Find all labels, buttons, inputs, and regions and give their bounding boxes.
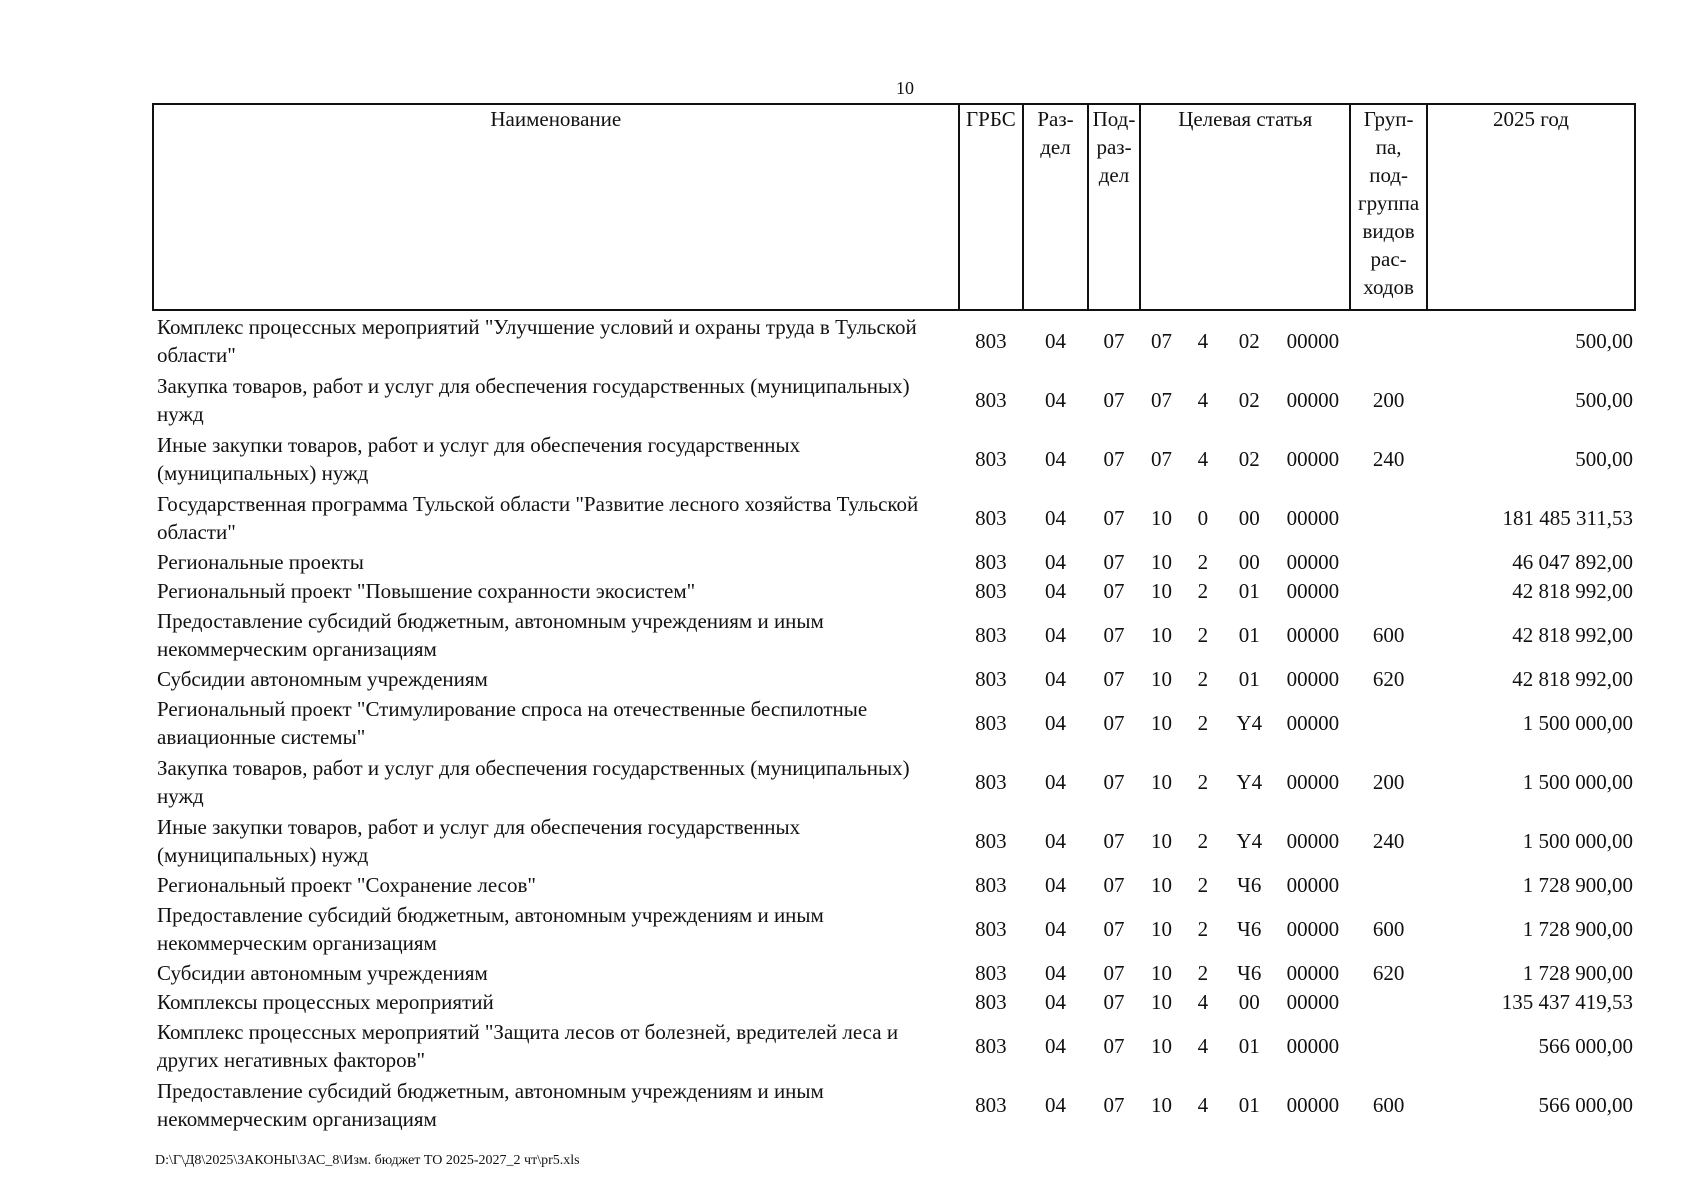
row-podrazdel: 07	[1103, 578, 1125, 603]
row-target-4: 00000	[1286, 328, 1340, 353]
row-target-1: 07	[1150, 446, 1172, 471]
row-sum: 1 728 900,00	[1522, 916, 1633, 941]
header-target: Целевая статья	[1140, 104, 1350, 310]
row-target-3: 02	[1238, 328, 1260, 353]
row-podrazdel: 07	[1103, 872, 1125, 897]
row-target-1: 10	[1150, 549, 1172, 574]
row-sum: 566 000,00	[1538, 1092, 1633, 1117]
footer-file-path: D:\Г\Д8\2025\ЗАКОНЫ\ЗАС_8\Изм. бюджет ТО 2025-2027_2 чт\pr5.xls	[155, 1153, 580, 1168]
row-podrazdel: 07	[1103, 387, 1125, 412]
row-target-1: 10	[1150, 872, 1172, 897]
table-row	[153, 547, 1635, 576]
row-podrazdel: 07	[1103, 989, 1125, 1014]
row-podrazdel: 07	[1103, 916, 1125, 941]
budget-table	[152, 103, 1636, 1134]
row-sum: 46 047 892,00	[1512, 549, 1633, 574]
row-target-2: 2	[1197, 769, 1209, 794]
row-target-3: 02	[1238, 446, 1260, 471]
row-sum: 181 485 311,53	[1502, 505, 1633, 530]
row-podrazdel: 07	[1103, 549, 1125, 574]
row-name: Субсидии автономным учреждениям	[157, 666, 488, 691]
row-podrazdel: 07	[1103, 446, 1125, 471]
row-target-4: 00000	[1286, 446, 1340, 471]
row-name: Региональный проект "Сохранение лесов"	[157, 872, 536, 897]
row-sum: 42 818 992,00	[1512, 622, 1633, 647]
table-row	[153, 310, 1635, 370]
row-target-1: 10	[1150, 710, 1172, 735]
row-group	[1350, 310, 1427, 370]
row-group	[1350, 488, 1427, 547]
row-grbs: 803	[975, 578, 1007, 603]
row-target-3: Ч6	[1237, 916, 1262, 941]
row-group	[1350, 1016, 1427, 1075]
row-razdel: 04	[1044, 328, 1066, 353]
row-target-4: 00000	[1286, 1092, 1340, 1117]
row-name: Комплексы процессных мероприятий	[157, 989, 494, 1014]
row-grbs: 803	[975, 549, 1007, 574]
row-name: Комплекс процессных мероприятий "Улучшение условий и охраны труда в Тульской области"	[157, 314, 917, 367]
row-name: Региональный проект "Стимулирование спроса на отечественные беспилотные авиационные системы"	[157, 696, 868, 749]
row-target-3: 01	[1238, 578, 1260, 603]
row-name: Закупка товаров, работ и услуг для обеспечения государственных (муниципальных) нужд	[157, 373, 910, 426]
row-name: Государственная программа Тульской области "Развитие лесного хозяйства Тульской области"	[157, 491, 919, 544]
row-target-2: 2	[1197, 828, 1209, 853]
row-razdel: 04	[1044, 622, 1066, 647]
row-target-4: 00000	[1286, 505, 1340, 530]
table-row	[153, 429, 1635, 488]
row-target-4: 00000	[1286, 872, 1340, 897]
row-target-2: 2	[1197, 622, 1209, 647]
header-year: 2025 год	[1427, 104, 1635, 310]
row-target-1: 10	[1150, 1033, 1172, 1058]
row-sum: 500,00	[1575, 446, 1633, 471]
row-target-2: 4	[1197, 989, 1209, 1014]
row-razdel: 04	[1044, 549, 1066, 574]
row-target-2: 0	[1197, 505, 1209, 530]
row-razdel: 04	[1044, 387, 1066, 412]
row-target-4: 00000	[1286, 666, 1340, 691]
row-razdel: 04	[1044, 1092, 1066, 1117]
row-razdel: 04	[1044, 989, 1066, 1014]
row-group: 200	[1372, 387, 1405, 412]
row-razdel: 04	[1044, 446, 1066, 471]
row-name: Региональные проекты	[157, 549, 364, 574]
table-header	[153, 104, 1635, 310]
row-target-3: 00	[1238, 989, 1260, 1014]
row-podrazdel: 07	[1103, 828, 1125, 853]
table-row	[153, 488, 1635, 547]
row-razdel: 04	[1044, 828, 1066, 853]
row-podrazdel: 07	[1103, 710, 1125, 735]
row-razdel: 04	[1044, 505, 1066, 530]
row-name: Региональный проект "Повышение сохранности экосистем"	[157, 578, 696, 603]
row-podrazdel: 07	[1103, 666, 1125, 691]
row-name: Предоставление субсидий бюджетным, автономным учреждениям и иным некоммерческим организациям	[157, 902, 824, 955]
row-grbs: 803	[975, 387, 1007, 412]
header-podrazdel: Под- раз- дел	[1088, 104, 1140, 310]
row-target-2: 2	[1197, 578, 1209, 603]
row-razdel: 04	[1044, 710, 1066, 735]
header-group: Груп- па, под- группа видов рас- ходов	[1350, 104, 1427, 310]
row-group: 240	[1372, 446, 1405, 471]
row-target-3: Y4	[1236, 710, 1263, 735]
row-target-2: 2	[1197, 960, 1209, 985]
row-target-4: 00000	[1286, 387, 1340, 412]
row-podrazdel: 07	[1103, 1033, 1125, 1058]
row-podrazdel: 07	[1103, 1092, 1125, 1117]
row-target-1: 07	[1150, 387, 1172, 412]
row-target-3: 02	[1238, 387, 1260, 412]
row-target-2: 4	[1197, 387, 1209, 412]
row-group: 600	[1372, 622, 1405, 647]
row-sum: 42 818 992,00	[1512, 578, 1633, 603]
table-row	[153, 370, 1635, 429]
row-group: 620	[1372, 960, 1405, 985]
row-group	[1350, 693, 1427, 752]
row-target-2: 2	[1197, 549, 1209, 574]
row-sum: 566 000,00	[1538, 1033, 1633, 1058]
row-grbs: 803	[975, 916, 1007, 941]
row-target-2: 2	[1197, 710, 1209, 735]
row-target-1: 10	[1150, 578, 1172, 603]
row-sum: 1 500 000,00	[1522, 769, 1633, 794]
row-razdel: 04	[1044, 960, 1066, 985]
row-target-4: 00000	[1286, 769, 1340, 794]
row-target-3: Ч6	[1237, 960, 1262, 985]
row-group	[1350, 987, 1427, 1016]
row-target-4: 00000	[1286, 989, 1340, 1014]
row-name: Закупка товаров, работ и услуг для обеспечения государственных (муниципальных) нужд	[157, 755, 910, 808]
row-sum: 500,00	[1575, 328, 1633, 353]
row-podrazdel: 07	[1103, 505, 1125, 530]
row-target-4: 00000	[1286, 960, 1340, 985]
row-target-4: 00000	[1286, 549, 1340, 574]
row-target-3: 01	[1238, 622, 1260, 647]
header-name: Наименование	[153, 104, 959, 310]
table-row	[153, 1075, 1635, 1134]
row-sum: 1 500 000,00	[1522, 710, 1633, 735]
row-sum: 135 437 419,53	[1501, 989, 1633, 1014]
table-row	[153, 693, 1635, 752]
row-grbs: 803	[975, 960, 1007, 985]
row-grbs: 803	[975, 769, 1007, 794]
row-name: Субсидии автономным учреждениям	[157, 960, 488, 985]
row-target-1: 07	[1150, 328, 1172, 353]
row-target-2: 4	[1197, 1092, 1209, 1117]
row-razdel: 04	[1044, 872, 1066, 897]
table-row	[153, 576, 1635, 605]
row-target-2: 4	[1197, 1033, 1209, 1058]
row-target-1: 10	[1150, 622, 1172, 647]
row-target-3: Y4	[1236, 769, 1263, 794]
header-grbs: ГРБС	[959, 104, 1024, 310]
row-target-1: 10	[1150, 828, 1172, 853]
row-group	[1350, 547, 1427, 576]
row-sum: 42 818 992,00	[1512, 666, 1633, 691]
header-razdel: Раз- дел	[1023, 104, 1088, 310]
row-grbs: 803	[975, 828, 1007, 853]
row-target-2: 2	[1197, 666, 1209, 691]
row-target-4: 00000	[1286, 1033, 1340, 1058]
row-target-3: Ч6	[1237, 872, 1262, 897]
row-razdel: 04	[1044, 666, 1066, 691]
row-sum: 500,00	[1575, 387, 1633, 412]
row-target-1: 10	[1150, 666, 1172, 691]
row-sum: 1 728 900,00	[1522, 872, 1633, 897]
row-grbs: 803	[975, 1033, 1007, 1058]
row-podrazdel: 07	[1103, 769, 1125, 794]
row-target-3: Y4	[1236, 828, 1263, 853]
row-target-1: 10	[1150, 989, 1172, 1014]
row-razdel: 04	[1044, 578, 1066, 603]
row-grbs: 803	[975, 666, 1007, 691]
row-group	[1350, 576, 1427, 605]
row-target-2: 4	[1197, 328, 1209, 353]
row-target-4: 00000	[1286, 710, 1340, 735]
row-target-2: 2	[1197, 916, 1209, 941]
row-sum: 1 728 900,00	[1522, 960, 1633, 985]
row-target-2: 4	[1197, 446, 1209, 471]
row-target-1: 10	[1150, 769, 1172, 794]
row-razdel: 04	[1044, 1033, 1066, 1058]
row-sum: 1 500 000,00	[1522, 828, 1633, 853]
row-grbs: 803	[975, 989, 1007, 1014]
row-target-3: 01	[1238, 1033, 1260, 1058]
row-target-3: 00	[1238, 549, 1260, 574]
row-target-1: 10	[1150, 505, 1172, 530]
row-target-4: 00000	[1286, 828, 1340, 853]
row-name: Иные закупки товаров, работ и услуг для обеспечения государственных (муниципальных) нужд	[157, 432, 801, 485]
row-razdel: 04	[1044, 916, 1066, 941]
row-grbs: 803	[975, 710, 1007, 735]
row-podrazdel: 07	[1103, 960, 1125, 985]
table-row	[153, 752, 1635, 811]
row-grbs: 803	[975, 872, 1007, 897]
row-group	[1350, 870, 1427, 899]
row-podrazdel: 07	[1103, 622, 1125, 647]
table-row	[153, 870, 1635, 899]
table-row	[153, 605, 1635, 664]
row-podrazdel: 07	[1103, 328, 1125, 353]
row-name: Предоставление субсидий бюджетным, автономным учреждениям и иным некоммерческим организациям	[157, 608, 824, 661]
row-target-1: 10	[1150, 1092, 1172, 1117]
page-number: 10	[896, 78, 914, 98]
row-group: 200	[1372, 769, 1405, 794]
row-grbs: 803	[975, 446, 1007, 471]
row-target-3: 01	[1238, 1092, 1260, 1117]
row-target-4: 00000	[1286, 622, 1340, 647]
row-target-3: 01	[1238, 666, 1260, 691]
table-row	[153, 664, 1635, 693]
row-razdel: 04	[1044, 769, 1066, 794]
row-grbs: 803	[975, 622, 1007, 647]
row-name: Комплекс процессных мероприятий "Защита лесов от болезней, вредителей леса и других негативных факторов"	[157, 1019, 899, 1072]
row-target-4: 00000	[1286, 916, 1340, 941]
row-name: Иные закупки товаров, работ и услуг для обеспечения государственных (муниципальных) нужд	[157, 814, 801, 867]
table-row	[153, 811, 1635, 870]
table-row	[153, 958, 1635, 987]
row-grbs: 803	[975, 505, 1007, 530]
row-target-1: 10	[1150, 960, 1172, 985]
table-row	[153, 987, 1635, 1016]
row-grbs: 803	[975, 328, 1007, 353]
table-row	[153, 1016, 1635, 1075]
row-grbs: 803	[975, 1092, 1007, 1117]
table-body	[153, 310, 1635, 1134]
row-group: 240	[1372, 828, 1405, 853]
row-group: 600	[1372, 916, 1405, 941]
row-target-1: 10	[1150, 916, 1172, 941]
row-group: 600	[1372, 1092, 1405, 1117]
row-name: Предоставление субсидий бюджетным, автономным учреждениям и иным некоммерческим организациям	[157, 1078, 824, 1131]
row-target-4: 00000	[1286, 578, 1340, 603]
table-row	[153, 899, 1635, 958]
row-group: 620	[1372, 666, 1405, 691]
row-target-3: 00	[1238, 505, 1260, 530]
row-target-2: 2	[1197, 872, 1209, 897]
